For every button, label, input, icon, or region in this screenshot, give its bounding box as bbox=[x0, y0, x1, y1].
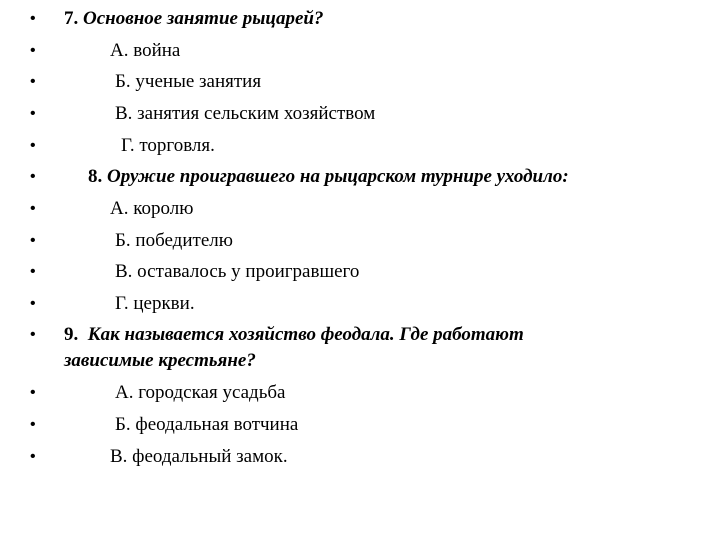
question-number: 7. bbox=[64, 8, 79, 29]
question-text: Основное занятие рыцарей? bbox=[83, 8, 324, 29]
answer-option: В. оставалось у проигравшего bbox=[115, 261, 360, 282]
answer-option: А. королю bbox=[110, 198, 194, 219]
bullet-icon: • bbox=[30, 105, 36, 122]
question-number: 8. bbox=[88, 166, 103, 187]
bullet-icon: • bbox=[30, 10, 36, 27]
answer-option: В. занятия сельским хозяйством bbox=[115, 103, 376, 124]
bullet-icon: • bbox=[30, 448, 36, 465]
question-text-continuation: зависимые крестьяне? bbox=[64, 350, 256, 371]
answer-option: В. феодальный замок. bbox=[110, 446, 288, 467]
bullet-icon: • bbox=[30, 200, 36, 217]
question-number: 9. bbox=[64, 324, 79, 345]
answer-option: Г. церкви. bbox=[115, 293, 195, 314]
bullet-icon: • bbox=[30, 42, 36, 59]
bullet-icon: • bbox=[30, 326, 36, 343]
answer-option: Б. ученые занятия bbox=[115, 71, 262, 92]
bullet-icon: • bbox=[30, 295, 36, 312]
question-text: Как называется хозяйство феодала. Где работают bbox=[87, 324, 524, 345]
answer-option: Г. торговля. bbox=[121, 135, 215, 156]
bullet-icon: • bbox=[30, 232, 36, 249]
question-7 bbox=[64, 8, 323, 30]
question-8 bbox=[88, 166, 569, 188]
bullet-icon: • bbox=[30, 73, 36, 90]
answer-option: А. война bbox=[110, 40, 181, 61]
bullet-icon: • bbox=[30, 263, 36, 280]
bullet-icon: • bbox=[30, 137, 36, 154]
bullet-icon: • bbox=[30, 384, 36, 401]
bullet-icon: • bbox=[30, 168, 36, 185]
answer-option: А. городская усадьба bbox=[115, 382, 286, 403]
answer-option: Б. победителю bbox=[115, 230, 233, 251]
answer-option: Б. феодальная вотчина bbox=[115, 414, 299, 435]
bullet-icon: • bbox=[30, 416, 36, 433]
question-text: Оружие проигравшего на рыцарском турнире уходило: bbox=[107, 166, 569, 187]
question-9 bbox=[64, 324, 524, 346]
